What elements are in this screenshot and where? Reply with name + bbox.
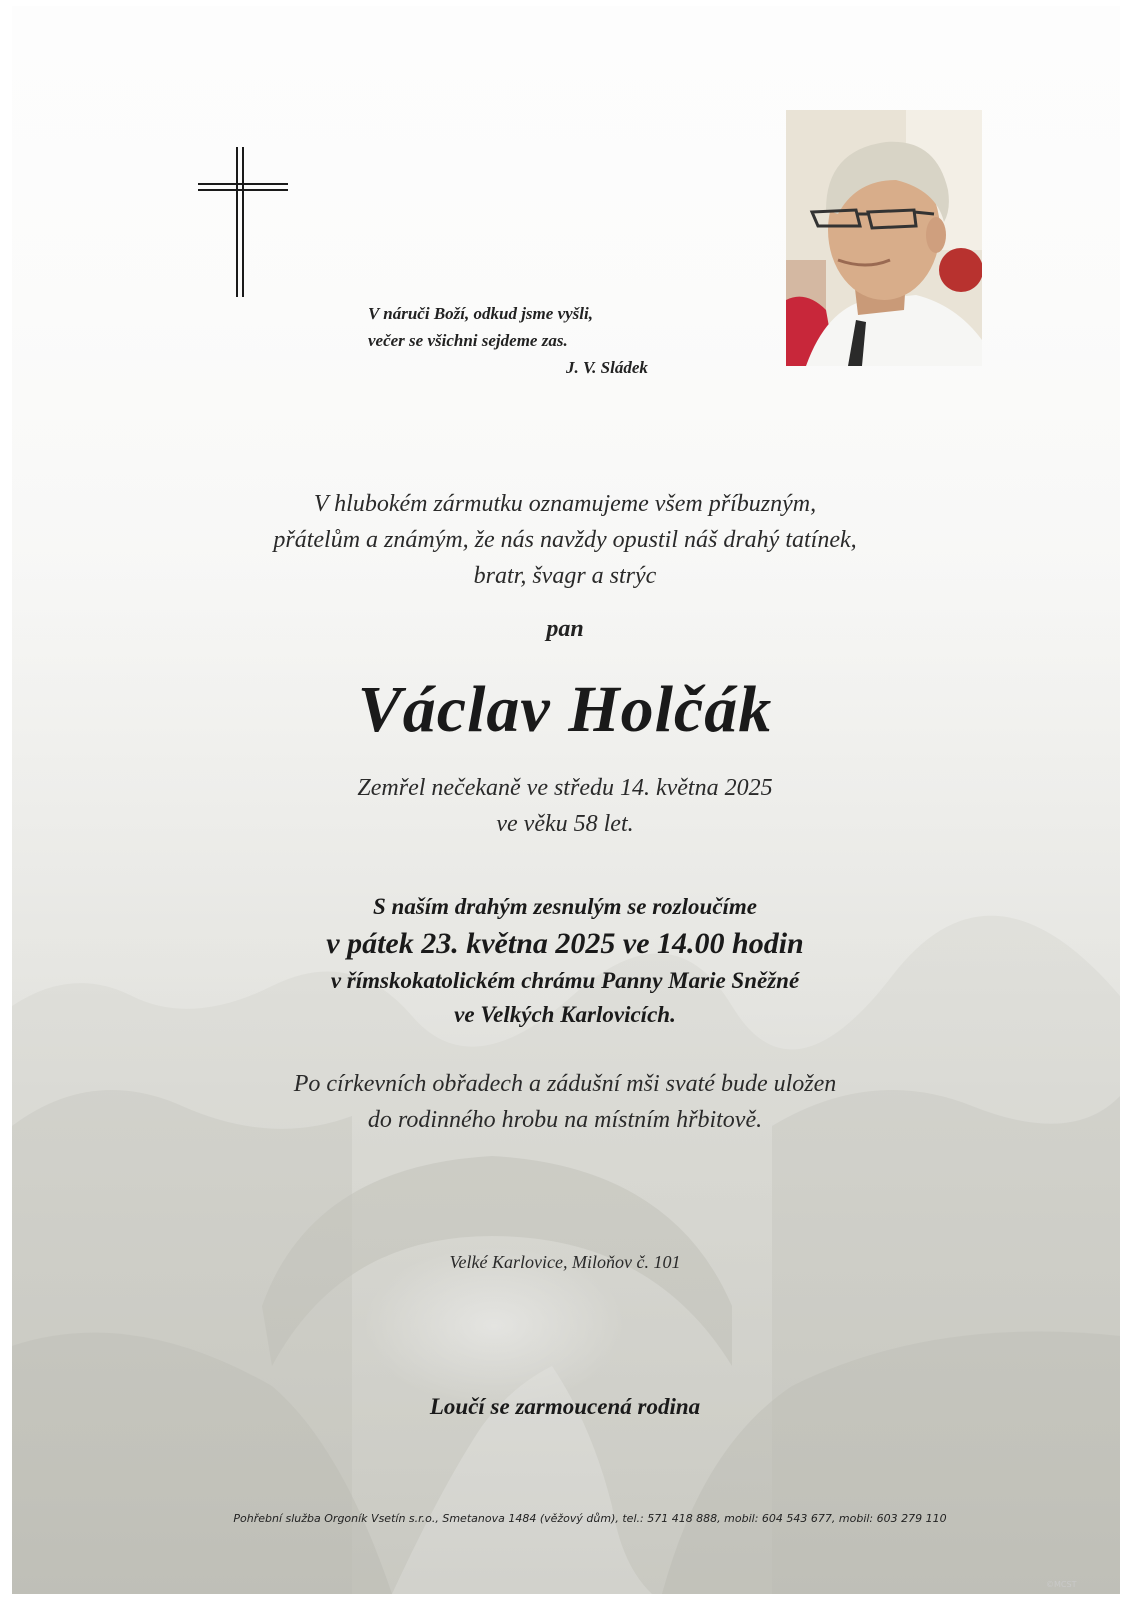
ceremony-date-time: v pátek 23. května 2025 ve 14.00 hodin [326,927,804,960]
quote-block [368,300,688,381]
burial-line-2: do rodinného hrobu na místním hřbitově. [367,1107,763,1133]
funeral-service-footer: Pohřební služba Orgoník Vsetín s.r.o., Smetanova 1484 (věžový dům), tel.: 571 418 888, mobil: 604 543 677, mobil: 603 279 110 [233,1512,947,1525]
death-date-line: Zemřel nečekaně ve středu 14. května 2025 [357,775,773,801]
portrait-photo [786,110,982,366]
closing-line: Loučí se zarmoucená rodina [429,1394,701,1419]
burial-line-1: Po církevních obřadech a zádušní mši svaté bude uložen [293,1071,837,1097]
announcement-line-3: bratr, švagr a strýc [473,563,657,589]
death-age-line: ve věku 58 let. [496,811,634,837]
quote-line-2: večer se všichni sejdeme zas. [368,331,568,350]
family-address: Velké Karlovice, Miloňov č. 101 [449,1252,681,1272]
ceremony-place: v římskokatolickém chrámu Panny Marie Sněžné [330,968,800,993]
death-info [0,770,1130,842]
announcement-line-1: V hlubokém zármutku oznamujeme všem příbuzným, [313,491,817,517]
announcement-line-2: přátelům a známým, že nás navždy opustil náš drahý tatínek, [273,527,857,553]
quote-line-1: V náruči Boží, odkud jsme vyšli, [368,304,593,323]
salutation: pan [546,616,584,642]
ceremony-town: ve Velkých Karlovicích. [454,1002,676,1027]
ceremony-line-1: S naším drahým zesnulým se rozloučíme [372,894,758,919]
announcement-text [0,486,1130,594]
cross-icon [198,147,288,297]
burial-info [0,1066,1130,1138]
quote-author: J. V. Sládek [566,358,648,377]
ceremony-info [0,890,1130,1032]
watermark-mark: ©MCST [1046,1580,1077,1589]
deceased-name: Václav Holčák [357,673,773,746]
